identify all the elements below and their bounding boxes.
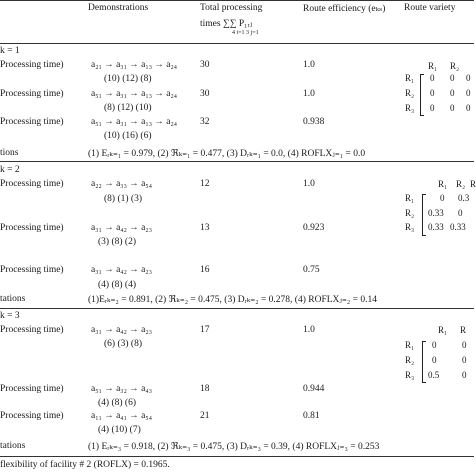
matrix-col-header: R₂ <box>456 179 466 189</box>
matrix-cell: 0.33 <box>450 222 466 232</box>
summary-label: tations <box>0 441 26 451</box>
row-efficiency: 1.0 <box>303 325 315 335</box>
row-label: Processing time) <box>0 60 64 70</box>
row-sequence: a₁₁ → a₄₁ → a₅₄ <box>91 411 153 421</box>
row-total: 18 <box>200 384 210 394</box>
matrix-cell: 0 <box>462 355 467 365</box>
row-label: Processing time) <box>0 117 64 127</box>
matrix-cell: 0 <box>466 88 471 98</box>
row-sequence: a₃₁ → a₄₂ → a₂₃ <box>91 223 153 233</box>
matrix-bracket <box>422 194 426 236</box>
row-label: Processing time) <box>0 411 64 421</box>
header-total-line2: times ∑∑ P₁ᵣⱼ <box>200 19 253 29</box>
matrix-bracket <box>420 74 424 116</box>
row-label: Processing time) <box>0 325 64 335</box>
row-sequence: a₅₁ → a₃₂ → a₄₃ <box>91 384 153 394</box>
row-efficiency: 1.0 <box>303 60 315 70</box>
row-times: (4) (8) (4) <box>98 280 136 290</box>
row-efficiency: 0.923 <box>303 223 325 233</box>
matrix-col-header: R <box>470 179 476 189</box>
row-total: 13 <box>200 223 210 233</box>
header-rule <box>0 43 474 44</box>
matrix-row-header: R₂ <box>405 208 415 218</box>
row-total: 17 <box>200 325 210 335</box>
header-route-variety: Route variety <box>404 3 456 13</box>
section-title: k = 2 <box>0 165 20 175</box>
row-total: 16 <box>200 265 210 275</box>
matrix-cell: 0 <box>450 88 455 98</box>
row-efficiency: 0.75 <box>303 265 320 275</box>
matrix-cell: 0 <box>466 73 471 83</box>
matrix-cell: 0 <box>462 340 467 350</box>
matrix-col-header: R₁ <box>438 325 448 335</box>
bottom-rule <box>0 456 474 457</box>
top-rule <box>0 0 474 1</box>
matrix-cell: 0 <box>458 208 463 218</box>
row-sequence: a₂₁ → a₃₁ → a₁₃ → a₂₄ <box>91 60 178 70</box>
summary-label: tions <box>0 148 19 158</box>
matrix-col-header: R₁ <box>428 61 438 71</box>
header-total-line1: Total processing <box>200 3 263 13</box>
row-sequence: a₂₂ → a₃₃ → a₅₄ <box>91 179 153 189</box>
row-times: (3) (8) (2) <box>98 237 136 247</box>
matrix-col-header: R₁ <box>438 179 448 189</box>
matrix-cell: 0 <box>466 103 471 113</box>
matrix-row-header: R₁ <box>405 73 415 83</box>
row-times: (4) (8) (6) <box>98 398 136 408</box>
matrix-cell: 0 <box>432 340 437 350</box>
matrix-row-header: R₂ <box>405 355 415 365</box>
row-total: 32 <box>200 117 210 127</box>
row-sequence: a₃₁ → a₄₂ → a₂₃ <box>91 325 153 335</box>
summary-text: (1) Eᵣₖ₌₃ = 0.918, (2) ℜₖ₌₃ = 0.475, (3) Dᵣₖ₌₃ = 0.39, (4) ROFLXⱼ₌₃ = 0.253 <box>88 442 380 452</box>
row-sequence: a₅₁ → a₃₁ → a₁₃ → a₂₄ <box>91 89 178 99</box>
section-rule <box>0 308 474 309</box>
row-sequence: a₃₁ → a₄₂ → a₂₃ <box>91 265 153 275</box>
matrix-col-header: R <box>460 325 467 335</box>
section-title: k = 1 <box>0 46 20 56</box>
summary-text: (1)Eᵣₖ₌₂ = 0.891, (2) ℜₖ₌₂ = 0.475, (3) Dᵣₖ₌₂ = 0.278, (4) ROFLXⱼ₌₂ = 0.14 <box>88 295 377 305</box>
row-total: 30 <box>200 89 210 99</box>
row-label: Processing time) <box>0 179 64 189</box>
matrix-row-header: R₃ <box>405 103 415 113</box>
matrix-cell: 0 <box>430 103 435 113</box>
row-total: 30 <box>200 60 210 70</box>
row-sequence: a₅₁ → a₃₁ → a₁₃ → a₂₄ <box>91 117 178 127</box>
matrix-cell: 0.33 <box>428 222 444 232</box>
footer-text: flexibility of facility # 2 (ROFLX) = 0.1965. <box>0 460 170 470</box>
row-total: 21 <box>200 411 210 421</box>
row-efficiency: 1.0 <box>303 179 315 189</box>
matrix-cell: 0 <box>450 73 455 83</box>
row-efficiency: 0.81 <box>303 411 320 421</box>
row-times: (10) (12) (8) <box>104 74 152 84</box>
matrix-cell: 0 <box>440 193 445 203</box>
matrix-col-header: R₂ <box>450 61 460 71</box>
matrix-cell: 0 <box>462 370 467 380</box>
row-label: Processing time) <box>0 89 64 99</box>
section-rule <box>0 161 474 162</box>
row-times: (6) (3) (8) <box>104 339 142 349</box>
row-label: Processing time) <box>0 223 64 233</box>
matrix-cell: 0 <box>450 103 455 113</box>
header-demonstrations: Demonstrations <box>88 3 149 13</box>
matrix-row-header: R₁ <box>405 340 415 350</box>
row-label: Processing time) <box>0 384 64 394</box>
matrix-cell: 0.3 <box>458 193 470 203</box>
row-total: 12 <box>200 179 210 189</box>
header-total-limits: 4 i=1 3 j=1 <box>232 30 259 36</box>
matrix-row-header: R₁ <box>405 193 415 203</box>
row-efficiency: 1.0 <box>303 89 315 99</box>
section-title: k = 3 <box>0 311 20 321</box>
matrix-cell: 0 <box>432 355 437 365</box>
matrix-row-header: R₃ <box>405 370 415 380</box>
header-route-efficiency: Route efficiency (eₖₛ) <box>303 4 386 14</box>
row-label: Processing time) <box>0 265 64 275</box>
row-efficiency: 0.944 <box>303 384 325 394</box>
row-times: (8) (12) (10) <box>104 103 152 113</box>
matrix-cell: 0.33 <box>428 208 444 218</box>
matrix-row-header: R₂ <box>405 88 415 98</box>
matrix-cell: 0.5 <box>428 370 440 380</box>
summary-text: (1) Eᵣₖ₌₁ = 0.979, (2) ℜₖ₌₁ = 0.477, (3) Dᵣₖ₌₁ = 0.0, (4) ROFLXⱼ₌₁ = 0.0 <box>88 149 366 159</box>
row-efficiency: 0.938 <box>303 117 325 127</box>
row-times: (10) (16) (6) <box>104 131 152 141</box>
row-times: (4) (10) (7) <box>98 425 141 435</box>
row-times: (8) (1) (3) <box>104 194 142 204</box>
summary-label: tations <box>0 294 26 304</box>
matrix-row-header: R₃ <box>405 222 415 232</box>
matrix-cell: 0 <box>430 73 435 83</box>
matrix-cell: 0 <box>430 88 435 98</box>
matrix-bracket <box>422 341 426 383</box>
